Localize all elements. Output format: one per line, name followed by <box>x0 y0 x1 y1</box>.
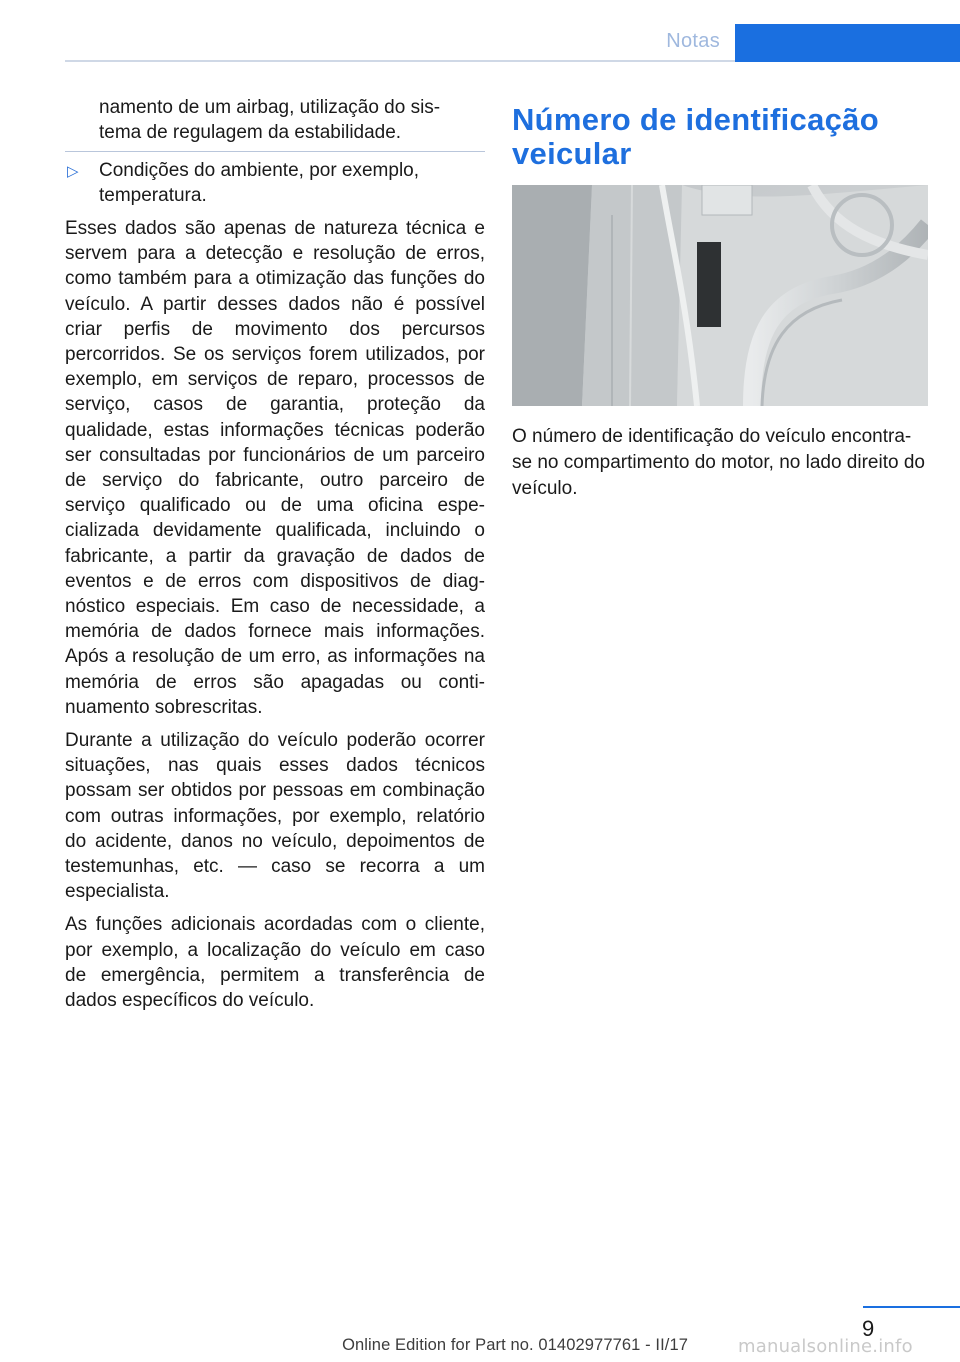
paragraph-technical-data: Esses dados são apenas de natureza técnica e servem para a detecção e resolução de erros, como também para a otimização das funções do veículo. A partir desses dados não é possível criar perfis de movimento dos percursos percorridos. Se os serviços forem utilizados, por exemplo, em serviços de reparo, processos de serviço, casos de garantia, proteção da qualidade, estas informações técnicas poderão ser consultadas por funcionários de um parceiro de serviço do fabricante, outro parceiro de serviço qualificado ou de uma oficina especializada devidamente qualificada, incluindo o fabricante, a partir da gravação de dados de eventos e de erros com dispositivos de diagnóstico especiais. Em caso de necessidade, a memória de dados fornece mais informações. Após a resolução de um erro, as informações na memória de erros são apagadas ou continuamento sobrescritas. <box>65 218 485 718</box>
bullet-divider <box>65 151 485 152</box>
header-accent-tab <box>735 24 960 62</box>
section-heading: Número de identificação veicular <box>512 102 879 171</box>
triangle-bullet-icon: ▷ <box>67 163 79 180</box>
left-column <box>65 95 485 1013</box>
section-title: Notas <box>666 30 720 52</box>
watermark: manualsonline.info <box>738 1336 913 1357</box>
footer-rule <box>863 1306 960 1308</box>
edition-info: Online Edition for Part no. 01402977761 - II/17 <box>342 1336 688 1354</box>
bullet-text: Condições do ambiente, por exemplo, temperatura. <box>99 160 420 206</box>
illustration-caption: O número de identificação do veículo encontra-se no compartimento do motor, no lado direito do veículo. <box>512 426 925 499</box>
paragraph-additional-functions: As funções adicionais acordadas com o cliente, por exemplo, a localização do veículo em caso de emergência, permitem a transferência de dados específicos do veículo. <box>65 914 485 1012</box>
bullet-continuation: namento de um airbag, utilização do sis- tema de regulagem da estabilidade. <box>99 97 441 143</box>
engine-compartment-icon <box>512 185 928 406</box>
page-number: 9 <box>862 1316 875 1341</box>
paragraph-usage-situations: Durante a utilização do veículo poderão ocorrer situações, nas quais esses dados técnicos possam ser obtidos por pessoas em combinação com outras informações, por exemplo, relatório do acidente, danos no veículo, depoimentos de testemunhas, etc. — caso se recorra a um especialista. <box>65 730 485 903</box>
engine-compartment-illustration <box>512 185 928 406</box>
list-item <box>65 156 485 208</box>
right-column <box>512 103 928 502</box>
